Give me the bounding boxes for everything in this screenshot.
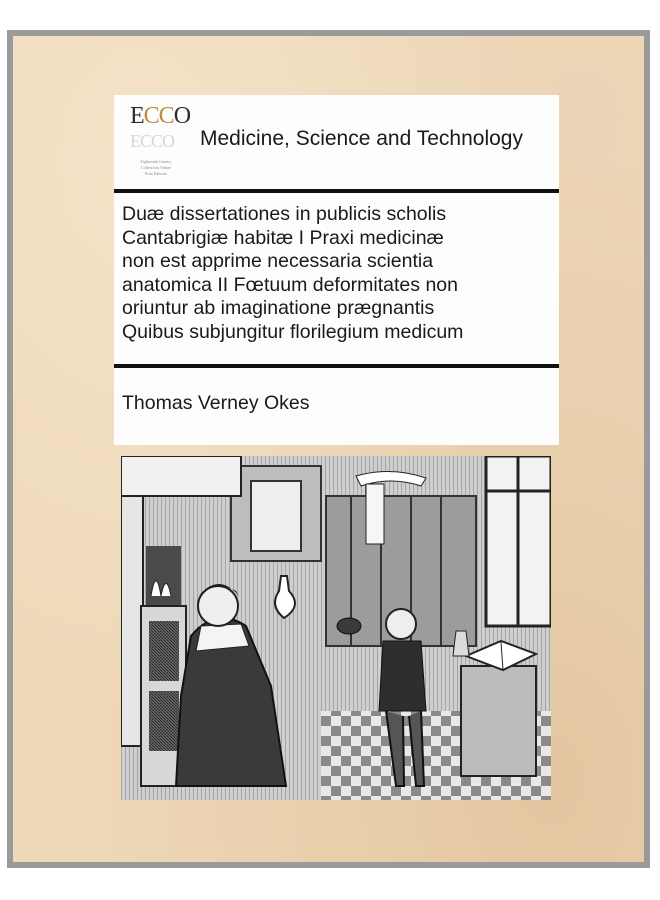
- series-title: Medicine, Science and Technology: [200, 127, 523, 150]
- engraving-scene: [121, 456, 551, 800]
- logo-sub-line-2: Collections Online: [140, 165, 172, 170]
- top-rule: [114, 189, 559, 193]
- ecco-logo: [122, 101, 190, 179]
- title-line: Cantabrigiæ habitæ I Praxi medicinæ: [122, 226, 444, 249]
- title-line: oriuntur ab imaginatione prægnantis: [122, 297, 435, 319]
- title-panel: [114, 95, 559, 445]
- title-line: Quibus subjungitur florilegium medicum: [122, 320, 464, 343]
- author-name: Thomas Verney Okes: [122, 392, 310, 414]
- logo-mark: ECCO: [130, 103, 191, 129]
- logo-sub-line-3: Print Editions: [144, 171, 168, 176]
- engraving-illustration: [121, 456, 551, 800]
- title-line: anatomica II Fœtuum deformitates non: [122, 273, 458, 296]
- bottom-rule: [114, 364, 559, 368]
- title-line: Duæ dissertationes in publicis scholis: [122, 203, 447, 225]
- logo-sub-line-1: Eighteenth Century: [140, 159, 172, 164]
- book-title: [122, 203, 562, 344]
- logo-ghost-mark: ECCO: [130, 131, 175, 151]
- title-line: non est apprime necessaria scientia: [122, 250, 434, 272]
